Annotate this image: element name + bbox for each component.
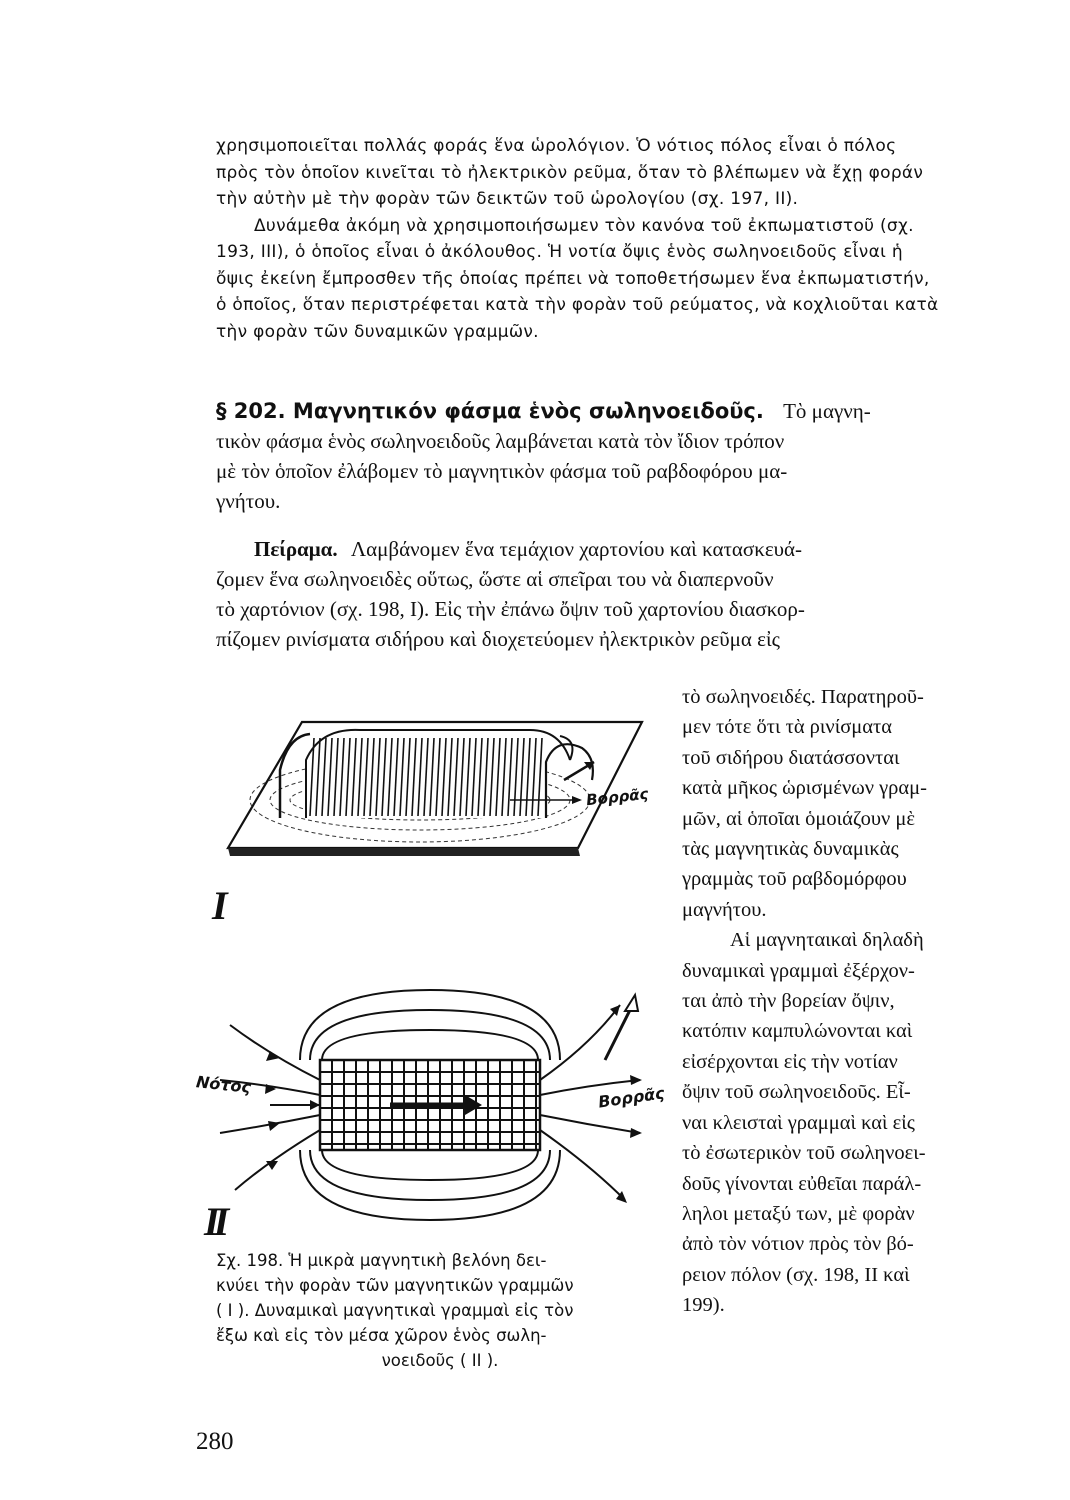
text-line: Λαμβάνομεν ἕνα τεμάχιον χαρτονίου καὶ κατασκευά- [350, 537, 803, 561]
caption-line: ( I ). Δυναμικαὶ μαγνητικαὶ γραμμαὶ εἰς τὸν [216, 1301, 574, 1320]
text-line: τοῦ σιδήρου διατάσσονται [682, 746, 900, 769]
text-line: πρὸς τὸν ὁποῖον κινεῖται τὸ ἠλεκτρικὸν ρεῦμα, ὅταν τὸ βλέπωμεν νὰ ἔχῃ φοράν [216, 162, 924, 183]
text-line: ρειον πόλον (σχ. 198, II καὶ [682, 1263, 910, 1286]
experiment-label: Πείραμα. [254, 537, 338, 561]
text-line: ζομεν ἕνα σωληνοειδὲς οὕτως, ὥστε αἱ σπεῖραι του νὰ διαπερνοῦν [216, 567, 774, 591]
page-number: 280 [196, 1428, 234, 1455]
section-heading: § 202. Μαγνητικόν φάσμα ἑνὸς σωληνοειδοῦς. [216, 399, 764, 423]
text-line: ἀπὸ τὸν νότιον πρὸς τὸν βό- [682, 1233, 914, 1256]
right-column-text [682, 682, 1042, 1321]
caption-line: νοειδοῦς ( II ). [381, 1351, 499, 1370]
figure-caption [216, 1248, 664, 1373]
text-line: εἰσέρχονται εἰς τὴν νοτίαν [682, 1050, 898, 1073]
label-north-figure-II: Βορρᾶς [597, 1083, 666, 1112]
top-paragraph [216, 133, 1046, 345]
text-line: ληλοι μεταξύ των, μὲ φορὰν [682, 1202, 915, 1225]
text-line: μῶν, αἱ ὁποῖαι ὁμοιάζουν μὲ [682, 807, 915, 830]
caption-line: ἔξω καὶ εἰς τὸν μέσα χῶρον ἑνὸς σωλη- [216, 1326, 547, 1345]
section-202 [216, 396, 1046, 516]
text-line: Αἱ μαγνηταικαὶ δηλαδὴ [730, 929, 924, 952]
text-line: ὄψιν τοῦ σωληνοειδοῦς. Εἶ- [682, 1081, 911, 1104]
text-line: ναι κλεισταὶ γραμμαὶ καὶ εἰς [682, 1111, 915, 1134]
text-line: τὸ χαρτόνιον (σχ. 198, I). Εἰς τὴν ἐπάνω ὄψιν τοῦ χαρτονίου διασκορ- [216, 597, 805, 621]
text-line: 193, III), ὁ ὁποῖος εἶναι ὁ ἀκόλουθος. Ἡ νοτία ὄψις ἑνὸς σωληνοειδοῦς εἶναι ἡ [216, 242, 903, 262]
caption-line: Σχ. 198. Ἡ μικρὰ μαγνητικὴ βελόνη δει- [216, 1251, 547, 1270]
text-line: ται ἀπὸ τὴν βορείαν ὄψιν, [682, 990, 895, 1013]
label-north-figure-I: Βορρᾶς [585, 784, 650, 810]
text-line: δοῦς γίνονται εὐθεῖαι παράλ- [682, 1172, 922, 1195]
text-line: μὲ τὸν ὁποῖον ἐλάβομεν τὸ μαγνητικὸν φάσμα τοῦ ραβδοφόρου μα- [216, 459, 788, 483]
text-line: τικὸν φάσμα ἑνὸς σωληνοειδοῦς λαμβάνεται κατὰ τὸν ἴδιον τρόπον [216, 429, 785, 453]
text-line: δυναμικαὶ γραμμαὶ ἐξέρχον- [682, 959, 915, 982]
text-line: τὸ σωληνοειδές. Παρατηροῦ- [682, 686, 924, 708]
figure-label-II: II [204, 1199, 224, 1244]
text-line: τὴν φορὰν τῶν δυναμικῶν γραμμῶν. [216, 321, 539, 342]
text-line: Τὸ μαγνη- [783, 399, 871, 423]
text-line: χρησιμοποιεῖται πολλάς φοράς ἕνα ὡρολόγιον. Ὁ νότιος πόλος εἶναι ὁ πόλος [216, 136, 897, 156]
text-line: κατὰ μῆκος ὡρισμένων γραμ- [682, 777, 927, 800]
text-line: Δυνάμεθα ἀκόμη νὰ χρησιμοποιήσωμεν τὸν κανόνα τοῦ ἐκπωματιστοῦ (σχ. [254, 215, 914, 236]
text-line: τὰς μαγνητικὰς δυναμικὰς [682, 838, 899, 861]
text-line: πίζομεν ρινίσματα σιδήρου καὶ διοχετεύομεν ἠλεκτρικὸν ρεῦμα εἰς [216, 627, 780, 651]
text-line: τὴν αὐτὴν μὲ τὴν φορὰν τῶν δεικτῶν τοῦ ὡρολογίου (σχ. 197, II). [216, 189, 799, 209]
label-south-figure-II: Νότος [195, 1072, 252, 1097]
text-line: μεν τότε ὅτι τὰ ρινίσματα [682, 716, 892, 739]
text-line: γραμμὰς τοῦ ραβδομόρφου [682, 868, 907, 891]
text-line: γνήτου. [216, 489, 281, 513]
figure-label-I: I [212, 883, 228, 928]
text-line: κατόπιν καμπυλώνονται καὶ [682, 1020, 913, 1043]
figure-II-field-lines-diagram [210, 985, 650, 1225]
experiment-paragraph [216, 534, 1046, 654]
text-line: τὸ ἐσωτερικὸν τοῦ σωληνοει- [682, 1142, 926, 1165]
caption-line: κνύει τὴν φορὰν τῶν μαγνητικῶν γραμμῶν [216, 1276, 574, 1295]
text-line: μαγνήτου. [682, 898, 767, 921]
figure-I-solenoid-diagram [210, 700, 650, 880]
text-line: 199). [682, 1294, 725, 1317]
text-line: ὄψις ἐκείνη ἔμπροσθεν τῆς ὁποίας πρέπει νὰ τοποθετήσωμεν ἕνα ἐκπωματιστήν, [216, 268, 930, 289]
text-line: ὁ ὁποῖος, ὅταν περιστρέφεται κατὰ τὴν φορὰν τοῦ ρεύματος, νὰ κοχλιοῦται κατὰ [216, 295, 939, 315]
